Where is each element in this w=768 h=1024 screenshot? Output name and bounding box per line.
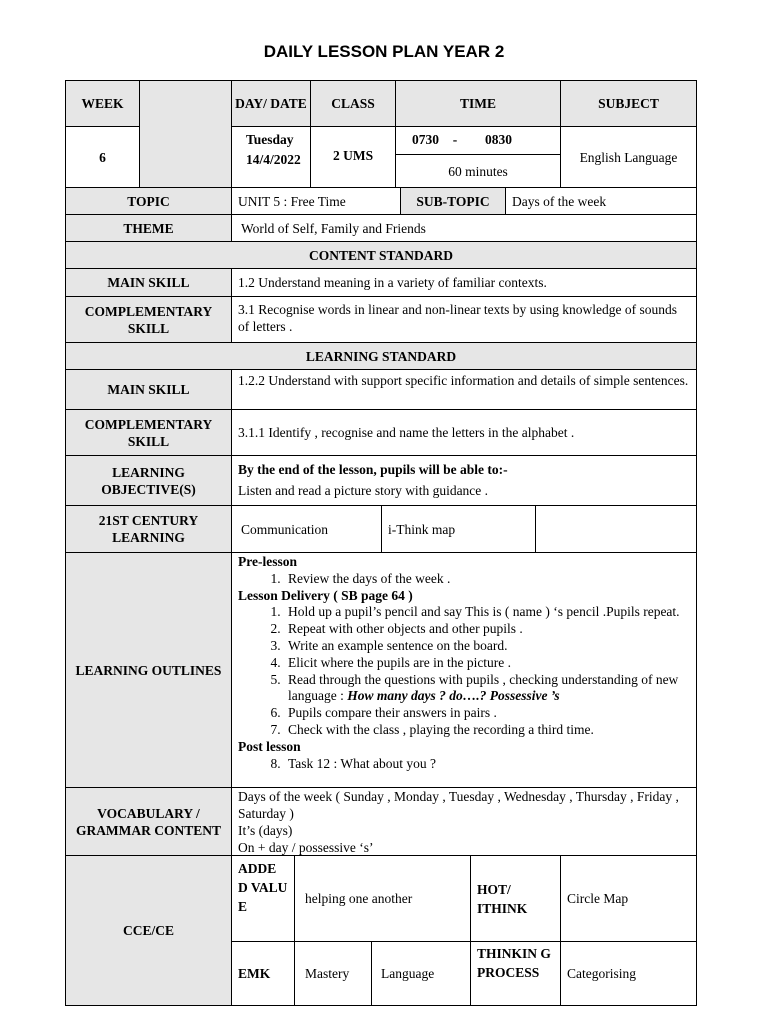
- cs-main-skill-value: 1.2 Understand meaning in a variety of familiar contexts.: [231, 268, 697, 297]
- lesson-delivery-list: [238, 604, 690, 738]
- hot-ithink-label: HOT/ ITHINK: [470, 855, 561, 942]
- cce-label: CCE/CE: [65, 855, 232, 1006]
- sub-topic-value: Days of the week: [505, 187, 697, 215]
- list-item: 6. Pupils compare their answers in pairs .: [284, 705, 690, 722]
- class-value: [310, 126, 396, 188]
- added-value-value: helping one another: [294, 855, 471, 942]
- day-date-label: DAY/ DATE: [231, 80, 311, 127]
- post-lesson-heading: Post lesson: [238, 738, 301, 754]
- subject-value: English Language: [560, 126, 697, 188]
- duration: 60 minutes: [395, 154, 561, 188]
- theme-value: World of Self, Family and Friends: [231, 214, 697, 242]
- emk-value-2: Language: [371, 941, 471, 1006]
- century-label: 21ST CENTURY LEARNING: [65, 505, 232, 553]
- added-value-label: ADDE D VALU E: [231, 855, 295, 942]
- topic-value: UNIT 5 : Free Time: [231, 187, 401, 215]
- objectives-value: Listen and read a picture story with guidance .: [238, 483, 489, 498]
- learning-standard-heading: LEARNING STANDARD: [65, 342, 697, 370]
- ls-main-skill-value: 1.2.2 Understand with support specific information and details of simple sentences.: [231, 369, 697, 410]
- content-standard-heading: CONTENT STANDARD: [65, 241, 697, 269]
- list-item: [284, 672, 690, 706]
- list-item-text: Read through the questions with pupils , checking understanding of new language :: [288, 671, 679, 704]
- pre-lesson-list: [238, 571, 690, 588]
- vocabulary-line-2: It’s (days): [238, 823, 293, 838]
- thinking-process-label: THINKIN G PROCESS: [470, 941, 561, 1006]
- week-label: WEEK: [65, 80, 140, 127]
- outlines-label: LEARNING OUTLINES: [65, 552, 232, 788]
- thinking-process-value: Categorising: [560, 941, 697, 1006]
- day-value: Tuesday: [246, 132, 294, 147]
- objectives-cell: [231, 455, 697, 506]
- list-item: 7. Check with the class , playing the recording a third time.: [284, 722, 690, 739]
- vocabulary-line-1: Days of the week ( Sunday , Monday , Tuesday , Wednesday , Thursday , Friday , Saturday ): [238, 789, 679, 821]
- cs-main-skill-label: MAIN SKILL: [65, 268, 232, 297]
- vocabulary-cell: [231, 787, 697, 856]
- lesson-delivery-heading: Lesson Delivery ( SB page 64 ): [238, 587, 413, 603]
- time-separator: -: [452, 132, 458, 147]
- class-label: CLASS: [310, 80, 396, 127]
- list-item: 1. Review the days of the week .: [284, 571, 690, 588]
- date-value: 14/4/2022: [246, 152, 301, 167]
- post-lesson-list: [238, 756, 690, 773]
- subject-label: SUBJECT: [560, 80, 697, 127]
- time-end: 0830: [485, 132, 512, 147]
- ls-comp-skill-label: COMPLEMENTARY SKILL: [65, 409, 232, 456]
- century-item-1: Communication: [231, 505, 382, 553]
- vocabulary-line-3: On + day / possessive ‘s’: [238, 840, 374, 855]
- time-start: 0730: [412, 132, 439, 147]
- theme-label: THEME: [65, 214, 232, 242]
- hot-ithink-value: Circle Map: [560, 855, 697, 942]
- list-item: 2. Repeat with other objects and other pupils .: [284, 621, 690, 638]
- list-item: 4. Elicit where the pupils are in the picture .: [284, 655, 690, 672]
- century-item-3: [535, 505, 697, 553]
- week-blank-cell: [139, 80, 232, 188]
- objectives-label: LEARNING OBJECTIVE(S): [65, 455, 232, 506]
- day-date-value: [231, 126, 311, 188]
- cs-comp-skill-label: COMPLEMENTARY SKILL: [65, 296, 232, 343]
- outlines-cell: [231, 552, 697, 788]
- class-value-text: 2 UMS: [333, 148, 374, 163]
- cs-comp-skill-value: 3.1 Recognise words in linear and non-linear texts by using knowledge of sounds of letters .: [231, 296, 697, 343]
- vocabulary-label: VOCABULARY / GRAMMAR CONTENT: [65, 787, 232, 856]
- list-item-emphasis: How many days ? do….? Possessive ’s: [347, 688, 560, 704]
- emk-value-1: Mastery: [294, 941, 372, 1006]
- time-label: TIME: [395, 80, 561, 127]
- sub-topic-label: SUB-TOPIC: [400, 187, 506, 215]
- century-item-2: i-Think map: [381, 505, 536, 553]
- topic-label: TOPIC: [65, 187, 232, 215]
- week-value: 6: [65, 126, 140, 188]
- list-item: 1. Hold up a pupil’s pencil and say This is ( name ) ‘s pencil .Pupils repeat.: [284, 604, 690, 621]
- objectives-intro: By the end of the lesson, pupils will be able to:-: [238, 462, 508, 477]
- time-range: [395, 126, 561, 155]
- ls-main-skill-label: MAIN SKILL: [65, 369, 232, 410]
- list-item: 8. Task 12 : What about you ?: [284, 756, 690, 773]
- page-title: DAILY LESSON PLAN YEAR 2: [263, 42, 505, 61]
- ls-comp-skill-value: 3.1.1 Identify , recognise and name the letters in the alphabet .: [231, 409, 697, 456]
- list-item: 3. Write an example sentence on the board.: [284, 638, 690, 655]
- pre-lesson-heading: Pre-lesson: [238, 554, 297, 569]
- emk-label: EMK: [231, 941, 295, 1006]
